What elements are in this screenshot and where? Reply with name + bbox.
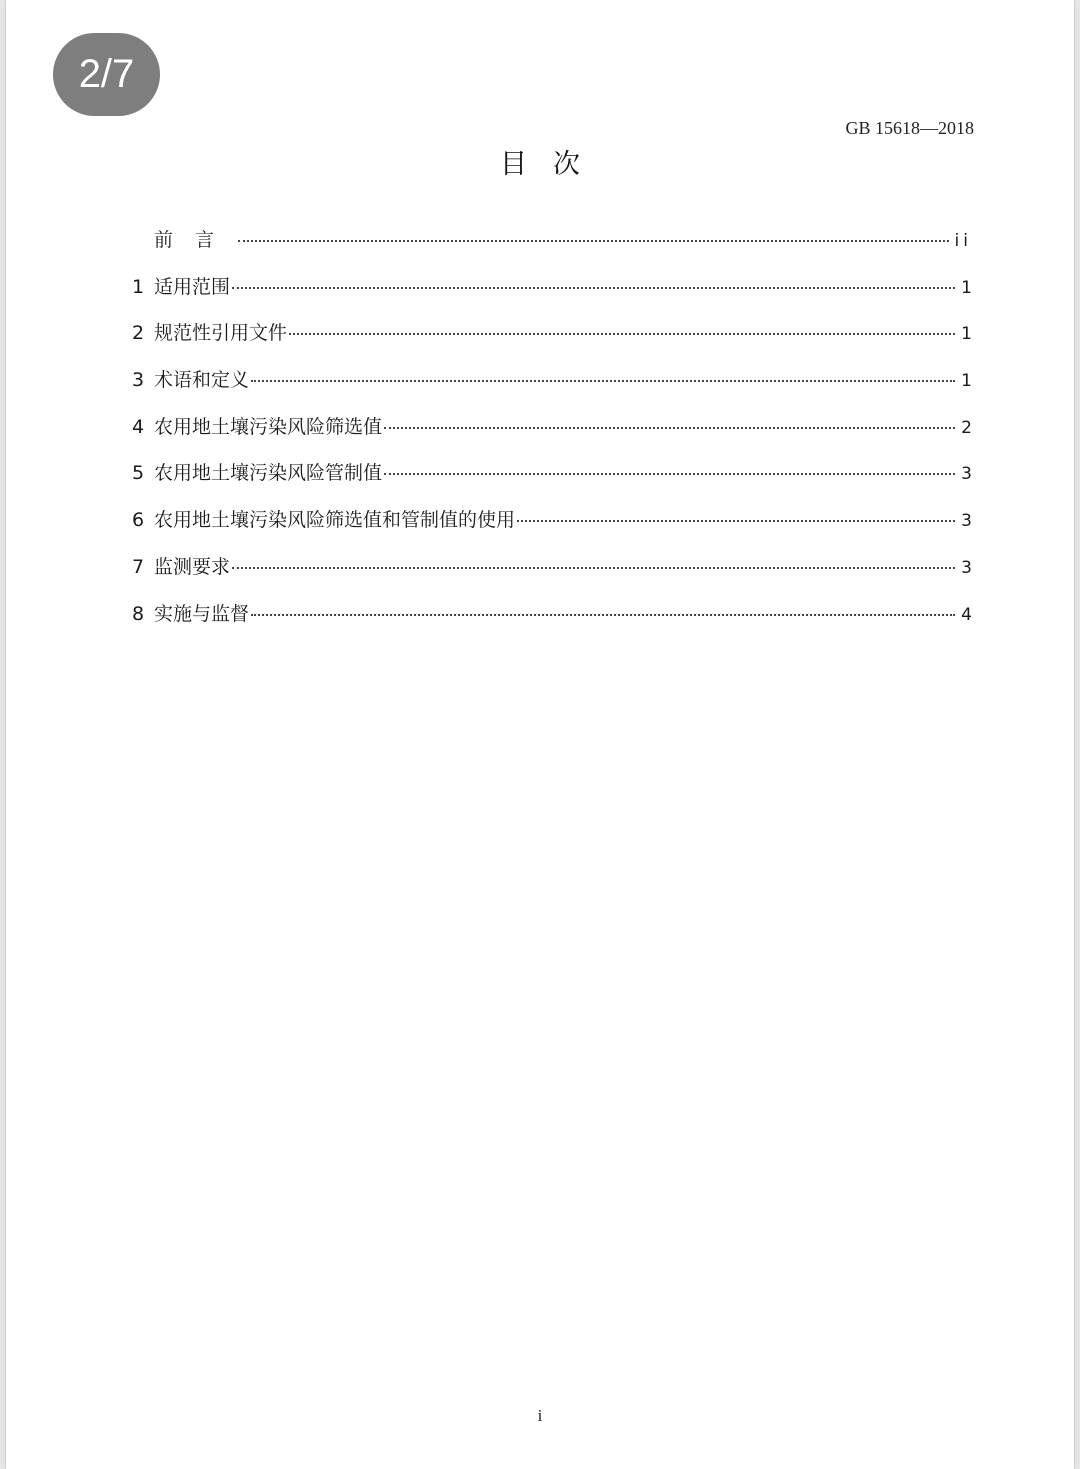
toc-entry-page: 2	[961, 417, 972, 438]
toc-entry-label: 规范性引用文件	[154, 322, 288, 345]
toc-entry-page: ii	[954, 231, 972, 251]
toc-entry-label: 术语和定义	[154, 369, 250, 392]
toc-entry-number: 6	[132, 509, 145, 532]
toc-entry-label: 农用地土壤污染风险管制值	[154, 462, 383, 485]
toc-entry-label: 监测要求	[154, 555, 231, 578]
toc-entry-label: 实施与监督	[154, 602, 250, 625]
toc-entry-label: 农用地土壤污染风险筛选值和管制值的使用	[154, 509, 516, 532]
toc-entry-number: 8	[132, 602, 145, 625]
toc-entry-page: 3	[961, 557, 972, 578]
toc-entry-use-of-values[interactable]	[132, 505, 972, 552]
toc-title: 目次	[500, 149, 606, 180]
toc-entry-label: 适用范围	[154, 275, 231, 298]
toc-entry-label: 农用地土壤污染风险筛选值	[154, 415, 383, 438]
toc-entry-number: 5	[132, 462, 145, 485]
toc-entry-page: 1	[961, 277, 972, 298]
toc-entry-page: 3	[961, 511, 972, 532]
page-indicator[interactable]: 2/7	[53, 33, 160, 116]
toc-entry-number: 1	[132, 275, 145, 298]
toc-dot-leader	[238, 240, 949, 242]
toc-list	[132, 225, 972, 645]
toc-entry-page: 3	[961, 464, 972, 485]
toc-entry-number: 3	[132, 369, 145, 392]
toc-dot-leader	[251, 614, 955, 616]
toc-entry-scope[interactable]	[132, 272, 972, 319]
toc-entry-terms-definitions[interactable]	[132, 365, 972, 412]
toc-dot-leader	[232, 567, 955, 569]
toc-entry-number: 2	[132, 322, 145, 345]
toc-entry-monitoring[interactable]	[132, 552, 972, 599]
toc-dot-leader	[384, 427, 955, 429]
toc-dot-leader	[517, 520, 955, 522]
toc-entry-label: 前言	[154, 229, 237, 251]
toc-entry-normative-references[interactable]	[132, 318, 972, 365]
toc-entry-implementation[interactable]	[132, 599, 972, 646]
toc-entry-number: 4	[132, 415, 145, 438]
toc-entry-screening-values[interactable]	[132, 412, 972, 459]
toc-entry-page: 1	[961, 324, 972, 345]
toc-entry-page: 4	[961, 604, 972, 625]
toc-dot-leader	[384, 473, 955, 475]
toc-dot-leader	[232, 287, 955, 289]
toc-dot-leader	[289, 333, 955, 335]
toc-entry-preface[interactable]	[132, 225, 972, 272]
standard-number: GB 15618—2018	[845, 118, 974, 138]
toc-dot-leader	[251, 380, 955, 382]
toc-entry-page: 1	[961, 371, 972, 392]
toc-entry-intervention-values[interactable]	[132, 458, 972, 505]
toc-entry-number: 7	[132, 555, 145, 578]
document-page	[6, 0, 1074, 1469]
footer-page-number: i	[537, 1406, 543, 1425]
